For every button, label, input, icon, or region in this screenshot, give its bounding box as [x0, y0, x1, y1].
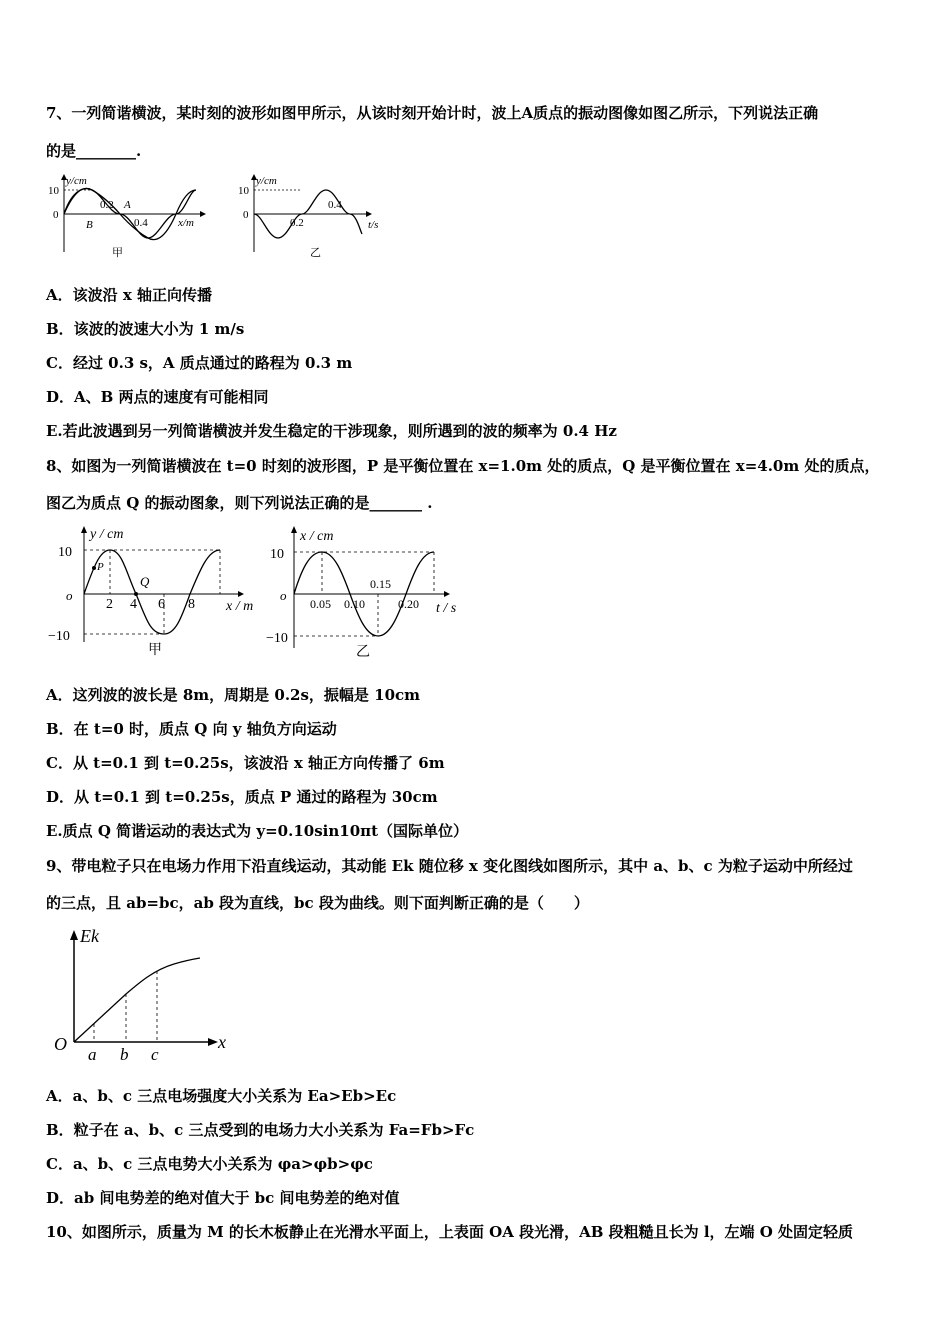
svg-text:0.15: 0.15 — [370, 577, 391, 591]
svg-text:c: c — [151, 1045, 159, 1064]
svg-text:Q: Q — [140, 574, 150, 589]
svg-text:乙: 乙 — [356, 645, 370, 660]
svg-text:P: P — [97, 561, 104, 573]
svg-text:6: 6 — [158, 597, 165, 612]
svg-text:0.2: 0.2 — [290, 217, 304, 229]
q7-option-a: A．该波沿 x 轴正向传播 — [46, 286, 213, 304]
svg-text:o: o — [280, 588, 287, 603]
q9-option-a: A．a、b、c 三点电场强度大小关系为 Ea>Eb>Ec — [46, 1087, 397, 1105]
q8-stem-line2: 图乙为质点 Q 的振动图象，则下列说法正确的是_______ . — [46, 494, 433, 512]
q9-figure — [50, 924, 240, 1068]
svg-text:t / s: t / s — [436, 601, 457, 616]
svg-text:10: 10 — [238, 185, 249, 197]
svg-text:b: b — [120, 1045, 129, 1064]
svg-text:0.20: 0.20 — [398, 597, 419, 611]
q9-option-b: B．粒子在 a、b、c 三点受到的电场力大小关系为 Fa=Fb>Fc — [46, 1121, 475, 1139]
q7-option-c: C．经过 0.3 s，A 质点通过的路程为 0.3 m — [46, 354, 353, 372]
svg-text:a: a — [88, 1045, 97, 1064]
q9-option-d: D．ab 间电势差的绝对值大于 bc 间电势差的绝对值 — [46, 1189, 400, 1207]
q7-stem-line2: 的是________. — [46, 142, 142, 160]
q7-figure-yi — [232, 172, 402, 264]
svg-text:0.4: 0.4 — [134, 217, 148, 229]
q8-figure-jia — [44, 522, 266, 662]
q7-option-b: B．该波的波速大小为 1 m/s — [46, 320, 245, 338]
svg-text:10: 10 — [48, 185, 59, 197]
svg-text:2: 2 — [106, 597, 113, 612]
svg-text:−10: −10 — [48, 629, 70, 644]
svg-text:O: O — [54, 1034, 67, 1054]
q8-option-e: E.质点 Q 简谐运动的表达式为 y=0.10sin10πt（国际单位） — [46, 822, 469, 840]
q8-figure-yi — [266, 522, 472, 664]
q7-option-e: E.若此波遇到另一列简谐横波并发生稳定的干涉现象，则所遇到的波的频率为 0.4 Hz — [46, 422, 617, 440]
svg-text:0.4: 0.4 — [328, 199, 342, 211]
svg-text:乙: 乙 — [310, 247, 321, 259]
q8-option-b: B．在 t=0 时，质点 Q 向 y 轴负方向运动 — [46, 720, 337, 738]
q8-option-d: D．从 t=0.1 到 t=0.25s，质点 P 通过的路程为 30cm — [46, 788, 438, 806]
svg-text:y/cm: y/cm — [256, 175, 277, 187]
svg-text:−10: −10 — [266, 631, 288, 646]
svg-text:o: o — [66, 588, 73, 603]
svg-text:0: 0 — [243, 209, 249, 221]
svg-text:0.05: 0.05 — [310, 597, 331, 611]
svg-text:Ek: Ek — [80, 926, 99, 946]
q9-option-c: C．a、b、c 三点电势大小关系为 φa>φb>φc — [46, 1155, 373, 1173]
q7-option-d: D．A、B 两点的速度有可能相同 — [46, 388, 269, 406]
svg-text:y/cm: y/cm — [66, 175, 87, 187]
q9-stem-line2: 的三点，且 ab=bc，ab 段为直线，bc 段为曲线。则下面判断正确的是（ ） — [46, 894, 589, 912]
q8-option-a: A．这列波的波长是 8m，周期是 0.2s，振幅是 10cm — [46, 686, 421, 704]
q7-stem-line1: 7、一列简谐横波，某时刻的波形如图甲所示，从该时刻开始计时，波上A质点的振动图像如图乙所示，下列说法正确 — [46, 104, 819, 122]
svg-text:甲: 甲 — [112, 247, 123, 259]
svg-text:0.2: 0.2 — [100, 199, 114, 211]
q8-option-c: C．从 t=0.1 到 t=0.25s，该波沿 x 轴正方向传播了 6m — [46, 754, 445, 772]
q7-figure-jia — [44, 172, 214, 264]
svg-text:4: 4 — [130, 597, 137, 612]
svg-text:A: A — [124, 199, 131, 211]
svg-text:y / cm: y / cm — [90, 527, 124, 542]
svg-text:甲: 甲 — [148, 643, 162, 658]
svg-text:8: 8 — [188, 597, 195, 612]
q9-stem-line1: 9、带电粒子只在电场力作用下沿直线运动，其动能 Ek 随位移 x 变化图线如图所示，其中 a、b、c 为粒子运动中所经过 — [46, 857, 853, 875]
svg-text:0.10: 0.10 — [344, 597, 365, 611]
svg-text:0: 0 — [53, 209, 59, 221]
svg-text:10: 10 — [58, 545, 72, 560]
svg-text:x/m: x/m — [178, 217, 194, 229]
svg-text:x / m: x / m — [226, 599, 254, 614]
svg-text:x / cm: x / cm — [300, 529, 334, 544]
svg-text:B: B — [86, 219, 93, 231]
q8-stem-line1: 8、如图为一列简谐横波在 t=0 时刻的波形图，P 是平衡位置在 x=1.0m 处的质点，Q 是平衡位置在 x=4.0m 处的质点， — [46, 457, 880, 475]
svg-text:10: 10 — [270, 547, 284, 562]
svg-text:x: x — [218, 1032, 226, 1052]
q10-stem-line1: 10、如图所示，质量为 M 的长木板静止在光滑水平面上，上表面 OA 段光滑，AB 段粗糙且长为 l，左端 O 处固定轻质 — [46, 1223, 854, 1241]
svg-text:t/s: t/s — [368, 219, 379, 231]
